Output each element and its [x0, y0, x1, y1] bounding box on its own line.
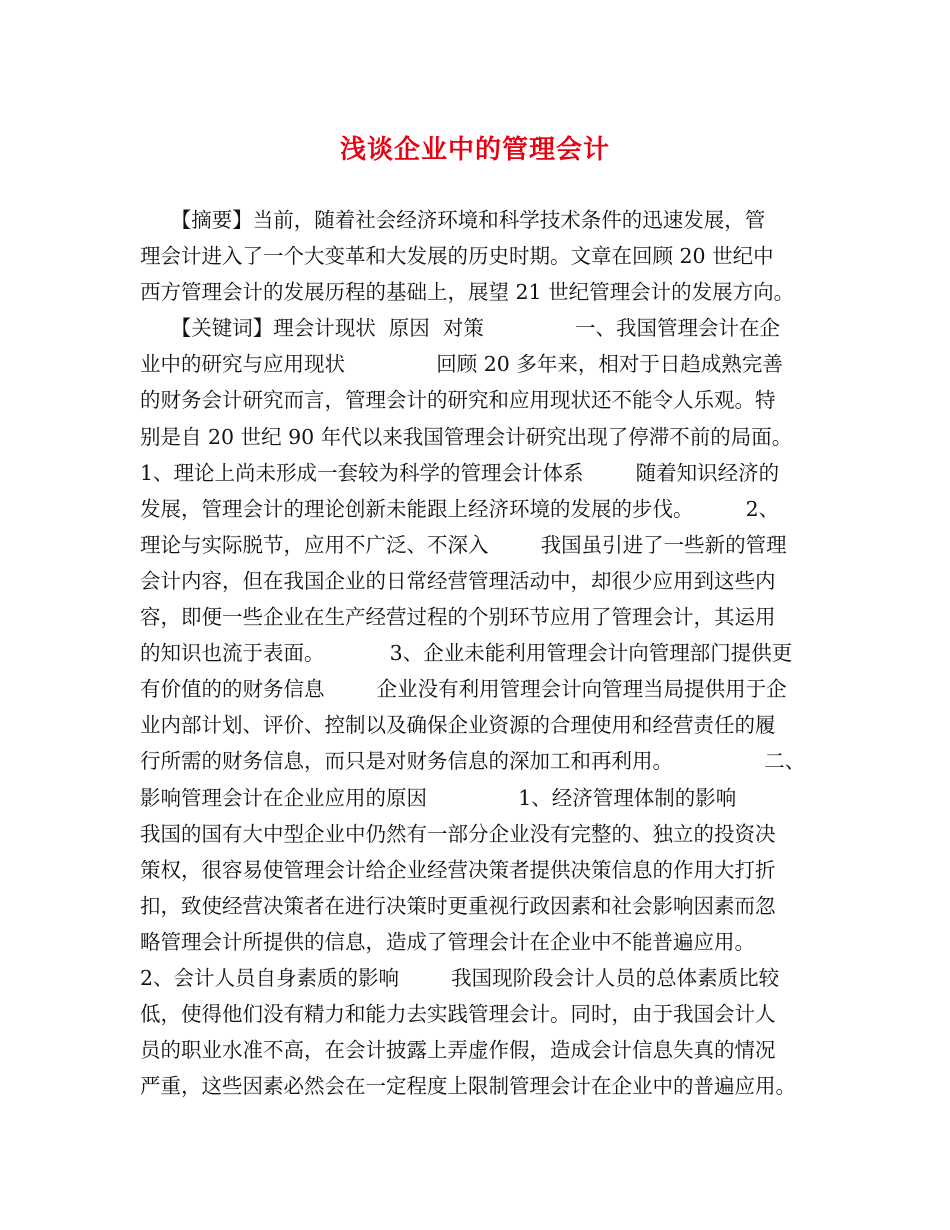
- body-line: 2、会计人员自身素质的影响 我国现阶段会计人员的总体素质比较: [140, 965, 780, 990]
- body-line: 理会计进入了一个大变革和大发展的历史时期。文章在回顾 20 世纪中: [140, 244, 774, 269]
- body-line: 有价值的的财务信息 企业没有利用管理会计向管理当局提供用于企: [140, 677, 787, 702]
- body-line: 略管理会计所提供的信息，造成了管理会计在企业中不能普遍应用。: [140, 929, 755, 954]
- body-line: 理论与实际脱节，应用不广泛、不深入 我国虽引进了一些新的管理: [140, 532, 787, 557]
- body-line: 业内部计划、评价、控制以及确保企业资源的合理使用和经营责任的履: [140, 713, 776, 738]
- body-line: 的财务会计研究而言，管理会计的研究和应用现状还不能令人乐观。特: [140, 388, 776, 413]
- body-line: 会计内容，但在我国企业的日常经营管理活动中，却很少应用到这些内: [140, 568, 776, 593]
- body-line: 容，即便一些企业在生产经营过程的个别环节应用了管理会计，其运用: [140, 605, 776, 630]
- body-line: 我国的国有大中型企业中仍然有一部分企业没有完整的、独立的投资决: [140, 821, 776, 846]
- body-line: 低，使得他们没有精力和能力去实践管理会计。同时，由于我国会计人: [140, 1002, 776, 1027]
- body-line: 业中的研究与应用现状 回顾 20 多年来，相对于日趋成熟完善: [140, 352, 783, 377]
- document-body: [140, 202, 830, 1104]
- body-line: 严重，这些因素必然会在一定程度上限制管理会计在企业中的普遍应用。: [140, 1074, 796, 1099]
- body-line: 【摘要】当前，随着社会经济环境和科学技术条件的迅速发展，管: [140, 208, 766, 232]
- body-line: 别是自 20 世纪 90 年代以来我国管理会计研究出现了停滞不前的局面。: [140, 424, 793, 449]
- body-line: 扣，致使经营决策者在进行决策时更重视行政因素和社会影响因素而忽: [140, 893, 776, 918]
- body-line: 影响管理会计在企业应用的原因 1、经济管理体制的影响: [140, 785, 737, 810]
- document-title: 浅谈企业中的管理会计: [339, 135, 610, 165]
- body-line: 的知识也流于表面。 3、企业未能利用管理会计向管理部门提供更: [140, 641, 793, 666]
- body-line: 1、理论上尚未形成一套较为科学的管理会计体系 随着知识经济的: [140, 460, 780, 485]
- body-line: 西方管理会计的发展历程的基础上，展望 21 世纪管理会计的发展方向。: [140, 280, 795, 305]
- body-line: 员的职业水准不高，在会计披露上弄虚作假，造成会计信息失真的情况: [140, 1038, 776, 1063]
- body-line: 行所需的财务信息，而只是对财务信息的深加工和再利用。 二、: [140, 749, 806, 774]
- body-line: 策权，很容易使管理会计给企业经营决策者提供决策信息的作用大打折: [140, 857, 776, 882]
- body-line: 【关键词】理会计现状 原因 对策 一、我国管理会计在企: [140, 316, 781, 341]
- body-line: 发展，管理会计的理论创新未能跟上经济环境的发展的步伐。 2、: [140, 496, 780, 521]
